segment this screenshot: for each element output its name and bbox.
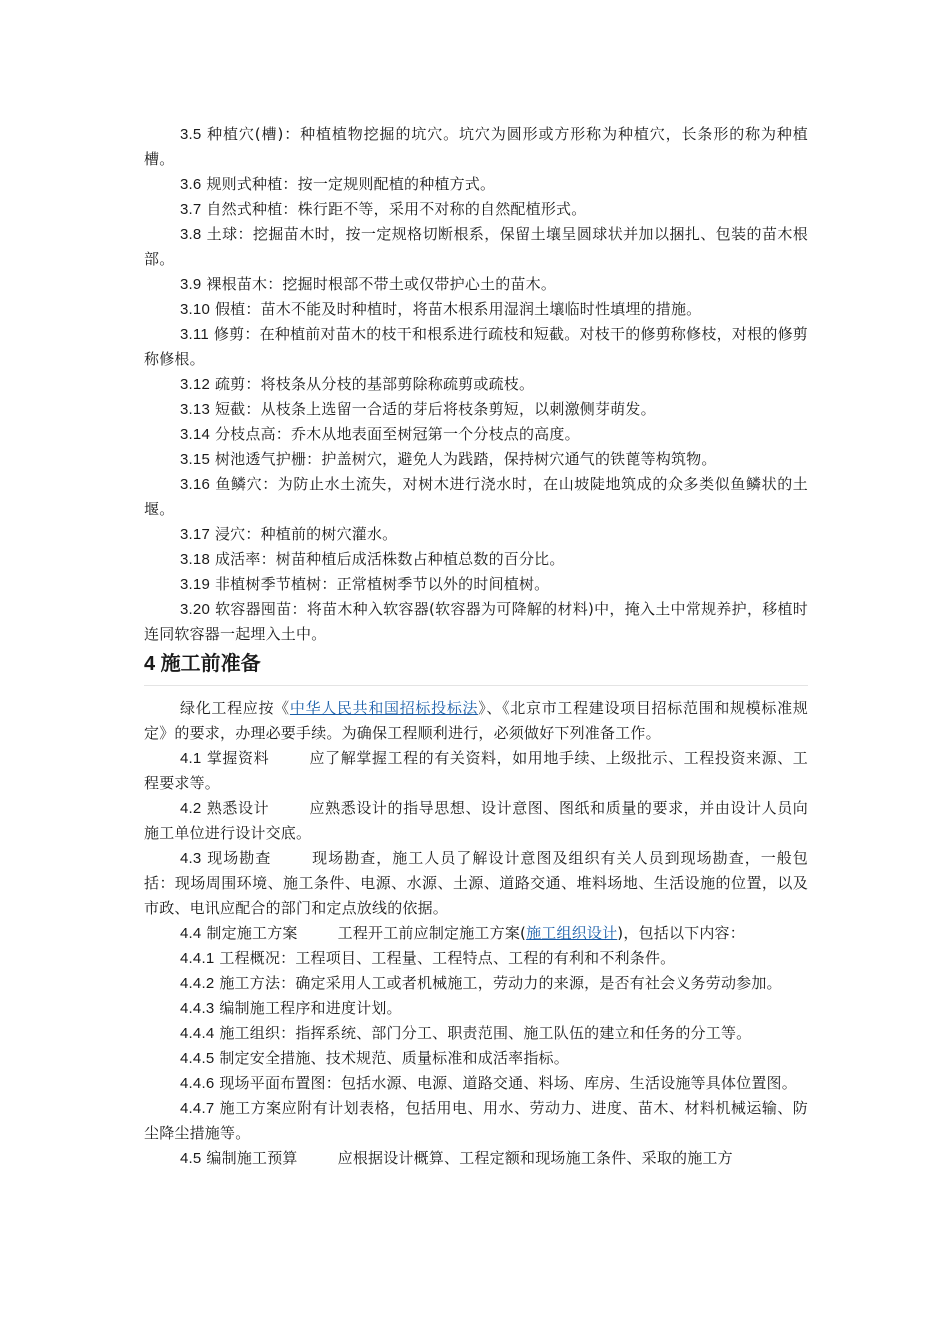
item-text: 裸根苗木：挖掘时根部不带土或仅带护心土的苗木。 [206,275,557,293]
item-number: 3.9 [180,276,202,293]
item-number: 3.6 [180,176,202,193]
item-text: 鱼鳞穴：为防止水土流失，对树木进行浇水时，在山坡陡地筑成的众多类似鱼鳞状的土堰。 [144,475,808,518]
item-number: 3.19 [180,576,210,593]
plan-subitem [144,1096,808,1146]
item-text: 成活率：树苗种植后成活株数占种植总数的百分比。 [214,550,565,568]
item-text: 树池透气护栅：护盖树穴，避免人为践踏，保持树穴通气的铁蓖等构筑物。 [214,450,717,468]
item-text: 施工方案应附有计划表格，包括用电、用水、劳动力、进度、苗木、材料机械运输、防尘降尘措施等。 [144,1099,809,1142]
plan-subitem [144,1046,808,1071]
item-number: 3.14 [180,426,210,443]
term-definition [144,572,808,597]
item-number: 4.4.3 [180,1000,215,1017]
term-definition [144,397,808,422]
term-definition [144,122,808,172]
item-number: 3.7 [180,201,202,218]
item-4-5: 4.5 编制施工预算 应根据设计概算、工程定额和现场施工条件、采取的施工方 [180,1149,733,1167]
plan-subitem [144,1071,808,1096]
item-text: 分枝点高：乔木从地表面至树冠第一个分枝点的高度。 [214,425,580,443]
term-definition [144,447,808,472]
item-4-2: 4.2 熟悉设计 应熟悉设计的指导思想、设计意图、图纸和质量的要求，并由设计人员向施工单位进行设计交底。 [144,799,808,842]
item-4-3: 4.3 现场勘查 现场勘查，施工人员了解设计意图及组织有关人员到现场勘查，一般包括：现场周围环境、施工条件、电源、水源、土源、道路交通、堆料场地、生活设施的位置，以及市政、电讯应配合的部门和定点放线的依据。 [144,849,808,917]
section-3-list [144,122,808,647]
term-definition [144,547,808,572]
item-text: 短截：从枝条上选留一合适的芽后将枝条剪短，以刺激侧芽萌发。 [214,400,656,418]
item-text: 土球：挖掘苗木时，按一定规格切断根系，保留土壤呈圆球状并加以捆扎、包装的苗木根部。 [144,225,809,268]
item-text: 软容器囤苗：将苗木种入软容器(软容器为可降解的材料)中，掩入土中常规养护，移植时连同软容器一起埋入土中。 [144,600,809,643]
item-text: 自然式种植：株行距不等，采用不对称的自然配植形式。 [206,200,587,218]
document-body [144,122,808,1171]
item-number: 3.11 [180,326,209,343]
section-heading: 4 施工前准备 [144,647,808,686]
term-definition [144,422,808,447]
construction-design-link[interactable]: 施工组织设计 [526,924,618,942]
item-number: 3.5 [180,126,202,143]
item-number: 3.16 [180,476,210,493]
item-text: 浸穴：种植前的树穴灌水。 [214,525,398,543]
item-text: 现场平面布置图：包括水源、电源、道路交通、料场、库房、生活设施等具体位置图。 [219,1074,797,1092]
item-number: 4.4.5 [180,1050,215,1067]
item-text: 制定安全措施、技术规范、质量标准和成活率指标。 [219,1049,569,1067]
item-text: 疏剪：将枝条从分枝的基部剪除称疏剪或疏枝。 [214,375,535,393]
item-number: 3.15 [180,451,210,468]
plan-subitem [144,996,808,1021]
item-number: 4.4.7 [180,1100,215,1117]
term-definition [144,522,808,547]
item-number: 3.20 [180,601,210,618]
section-4-4-list [144,946,808,1146]
item-text: 修剪：在种植前对苗木的枝干和根系进行疏枝和短截。对枝干的修剪称修枝，对根的修剪称修根。 [144,325,809,368]
item-number: 3.10 [180,301,210,318]
term-definition [144,322,808,372]
item-text: 施工方法：确定采用人工或者机械施工，劳动力的来源，是否有社会义务劳动参加。 [219,974,782,992]
term-definition [144,222,808,272]
item-4-1: 4.1 掌握资料 应了解掌握工程的有关资料，如用地手续、上级批示、工程投资来源、工程要求等。 [144,749,808,792]
section-intro: 绿化工程应按《中华人民共和国招标投标法》、《北京市工程建设项目招标范围和规模标准规定》的要求，办理必要手续。为确保工程顺利进行，必须做好下列准备工作。 [144,699,809,742]
item-number: 3.8 [180,226,202,243]
item-text: 施工组织：指挥系统、部门分工、职责范围、施工队伍的建立和任务的分工等。 [219,1024,752,1042]
item-number: 3.18 [180,551,210,568]
term-definition [144,197,808,222]
item-4-4: 4.4 制定施工方案 工程开工前应制定施工方案(施工组织设计)，包括以下内容： [180,924,745,942]
item-text: 规则式种植：按一定规则配植的种植方式。 [206,175,496,193]
item-number: 4.4.6 [180,1075,215,1092]
item-number: 3.13 [180,401,210,418]
term-definition [144,597,808,647]
plan-subitem [144,971,808,996]
term-definition [144,172,808,197]
item-number: 4.4.1 [180,950,215,967]
item-text: 工程概况：工程项目、工程量、工程特点、工程的有利和不利条件。 [219,949,676,967]
law-link[interactable]: 中华人民共和国招标投标法 [289,699,479,717]
plan-subitem [144,1021,808,1046]
term-definition [144,272,808,297]
item-text: 种植穴(槽)：种植植物挖掘的坑穴。坑穴为圆形或方形称为种植穴，长条形的称为种植槽。 [144,125,809,168]
item-number: 3.12 [180,376,210,393]
item-text: 假植：苗木不能及时种植时，将苗木根系用湿润土壤临时性填埋的措施。 [214,300,702,318]
term-definition [144,297,808,322]
plan-subitem [144,946,808,971]
term-definition [144,472,808,522]
term-definition [144,372,808,397]
item-number: 3.17 [180,526,210,543]
item-number: 4.4.4 [180,1025,215,1042]
item-text: 非植树季节植树：正常植树季节以外的时间植树。 [214,575,550,593]
item-number: 4.4.2 [180,975,215,992]
item-text: 编制施工程序和进度计划。 [219,999,402,1017]
